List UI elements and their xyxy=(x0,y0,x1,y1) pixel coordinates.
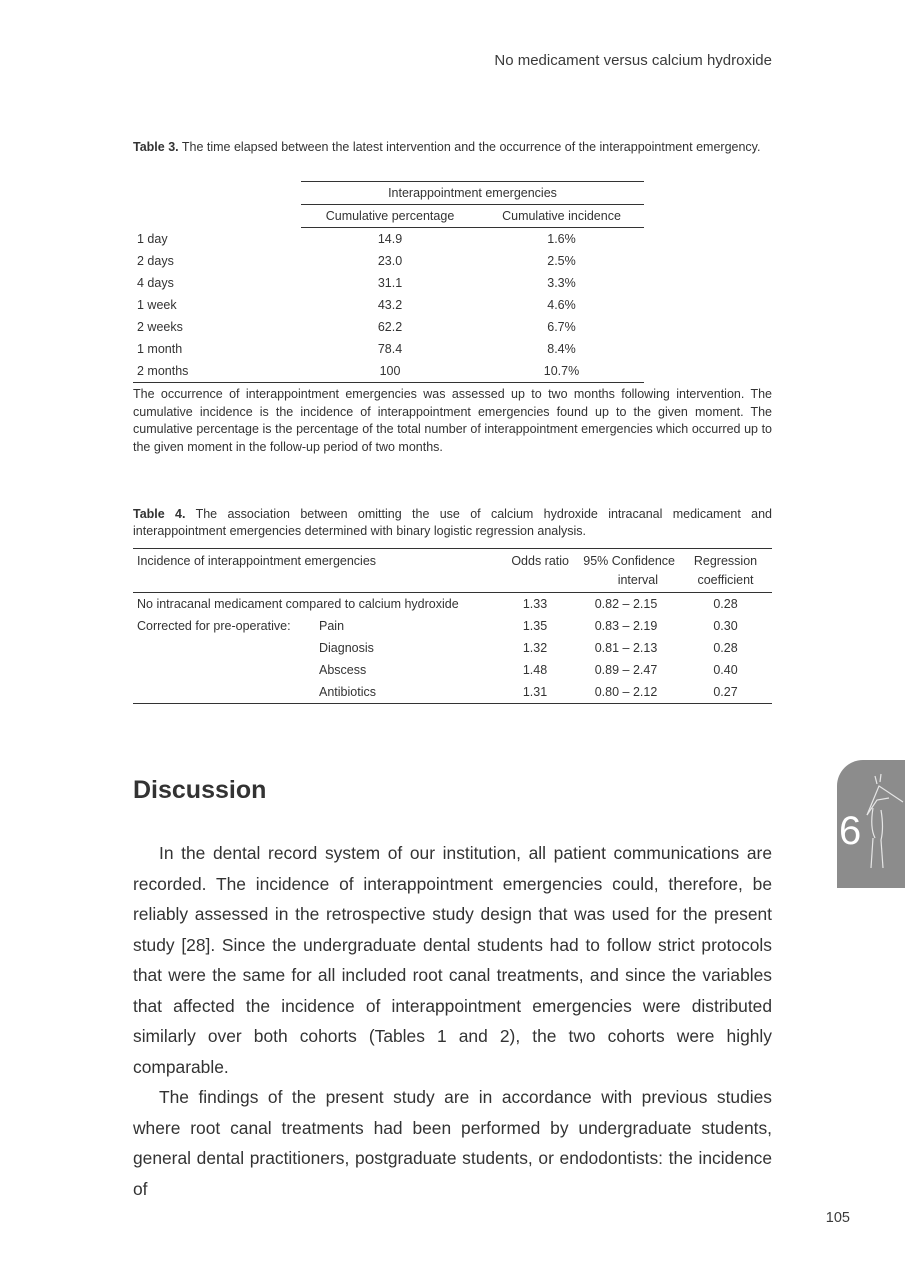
table4-ci: 0.89 – 2.47 xyxy=(594,663,658,677)
table3-label: Table 3. xyxy=(133,140,179,154)
table-row xyxy=(133,316,644,338)
table3-period: 4 days xyxy=(137,276,174,290)
table4-factor: Pain xyxy=(319,619,345,633)
table4-caption-text: The association between omitting the use of calcium hydroxide intracanal medicament and interappointment emergencies determined with binary logistic regression analysis. xyxy=(133,507,772,538)
table4 xyxy=(133,548,772,704)
table3-percentage: 23.0 xyxy=(377,254,403,268)
table4-header-incidence: Incidence of interappointment emergencies xyxy=(133,549,497,593)
table4-caption xyxy=(133,506,772,540)
table4-coef: 0.28 xyxy=(713,597,738,611)
table-row xyxy=(133,294,644,316)
table-row xyxy=(133,593,772,616)
discussion-paragraph-2: The findings of the present study are in accordance with previous studies where root canal treatments had been performed by undergraduate students, general dental practitioners, postgraduate students, or endodontists: the incidence of xyxy=(133,1087,772,1199)
table-row xyxy=(133,681,772,704)
table4-header-confidence-interval xyxy=(573,549,679,593)
chapter-tab xyxy=(837,760,905,888)
reg-header-line2: coefficient xyxy=(697,573,754,587)
table3-percentage: 14.9 xyxy=(377,232,403,246)
table4-odds: 1.48 xyxy=(522,663,548,677)
table3-percentage: 62.2 xyxy=(377,320,403,334)
table4-header-regression-coefficient xyxy=(679,549,772,593)
table-row xyxy=(133,228,644,251)
table4-coef: 0.28 xyxy=(713,641,738,655)
table3-incidence: 10.7% xyxy=(479,360,644,383)
table3-percentage: 31.1 xyxy=(377,276,403,290)
table4-coef: 0.30 xyxy=(713,619,738,633)
table3-period: 2 months xyxy=(133,360,301,383)
table-row xyxy=(133,360,644,383)
table3-period: 2 weeks xyxy=(137,320,183,334)
table4-coef: 0.40 xyxy=(713,663,738,677)
table3-incidence: 3.3% xyxy=(547,276,576,290)
table3-group-header: Interappointment emergencies xyxy=(301,182,644,205)
chapter-tab-graphic xyxy=(837,760,905,888)
section-heading-discussion: Discussion xyxy=(133,776,267,804)
table4-corrected-label: Corrected for pre-operative: xyxy=(137,619,291,633)
table4-factor: Abscess xyxy=(319,663,367,677)
table3-incidence: 2.5% xyxy=(547,254,576,268)
table-row xyxy=(133,615,772,637)
table3-col-cumulative-incidence: Cumulative incidence xyxy=(479,205,644,228)
table4-odds: 1.31 xyxy=(497,681,573,704)
table4-factor: Diagnosis xyxy=(319,641,374,655)
table3-caption xyxy=(133,139,772,156)
table4-label: Table 4. xyxy=(133,507,186,521)
table-row xyxy=(133,250,644,272)
table3-percentage: 100 xyxy=(301,360,479,383)
ci-header-line1: 95% Confidence xyxy=(583,554,675,568)
table3-period: 1 month xyxy=(137,342,183,356)
figure-sketch-icon xyxy=(867,774,903,868)
chapter-number: 6 xyxy=(839,809,862,853)
table-row xyxy=(133,659,772,681)
table3-incidence: 4.6% xyxy=(547,298,576,312)
table3-period: 1 week xyxy=(137,298,177,312)
table3-footnote: The occurrence of interappointment emergencies was assessed up to two months following intervention. The cumulative incidence is the incidence of interappointment emergencies found up to the given moment. The cumulative percentage is the percentage of the total number of interappointment emergencies which occurred up to the given moment in the follow-up period of two months. xyxy=(133,387,772,454)
table-row xyxy=(133,272,644,294)
table3 xyxy=(133,181,644,383)
table4-ci: 0.83 – 2.19 xyxy=(594,619,658,633)
table3-incidence: 6.7% xyxy=(547,320,576,334)
table3-col-cumulative-percentage: Cumulative percentage xyxy=(301,205,479,228)
page-number: 105 xyxy=(825,1210,850,1226)
table3-incidence: 8.4% xyxy=(547,342,576,356)
ci-header-line2: interval xyxy=(617,573,658,587)
table4-factor: Antibiotics xyxy=(315,681,497,704)
reg-header-line1: Regression xyxy=(693,554,758,568)
table3-period: 1 day xyxy=(137,231,168,246)
table3-percentage: 78.4 xyxy=(377,342,403,356)
discussion-body xyxy=(133,838,772,1204)
table3-period: 2 days xyxy=(137,254,174,268)
table4-ci: 0.80 – 2.12 xyxy=(573,681,679,704)
table4-main-label: No intracanal medicament compared to calcium hydroxide xyxy=(137,597,459,611)
table4-ci: 0.81 – 2.13 xyxy=(594,641,658,655)
table4-odds: 1.32 xyxy=(522,641,548,655)
table3-caption-text: The time elapsed between the latest intervention and the occurrence of the interappointment emergency. xyxy=(181,140,761,154)
table4-coef: 0.27 xyxy=(679,681,772,704)
discussion-paragraph-1: In the dental record system of our institution, all patient communications are recorded. The incidence of interappointment emergencies could, therefore, be reliably assessed in the retrospective study design that was used for the present study [28]. Since the undergraduate dental students had to follow strict protocols that were the same for all included root canal treatments, and since the variables that affected the incidence of interappointment emergencies were distributed similarly over both cohorts (Tables 1 and 2), the two cohorts were highly comparable. xyxy=(133,843,772,1077)
table3-percentage: 43.2 xyxy=(377,298,403,312)
table4-odds: 1.35 xyxy=(522,619,548,633)
table4-odds: 1.33 xyxy=(522,597,548,611)
table4-ci: 0.82 – 2.15 xyxy=(594,597,658,611)
running-header: No medicament versus calcium hydroxide xyxy=(494,52,772,69)
table-row xyxy=(133,637,772,659)
table4-header-odds-ratio: Odds ratio xyxy=(497,549,573,593)
table-row xyxy=(133,338,644,360)
table3-incidence: 1.6% xyxy=(547,232,576,246)
